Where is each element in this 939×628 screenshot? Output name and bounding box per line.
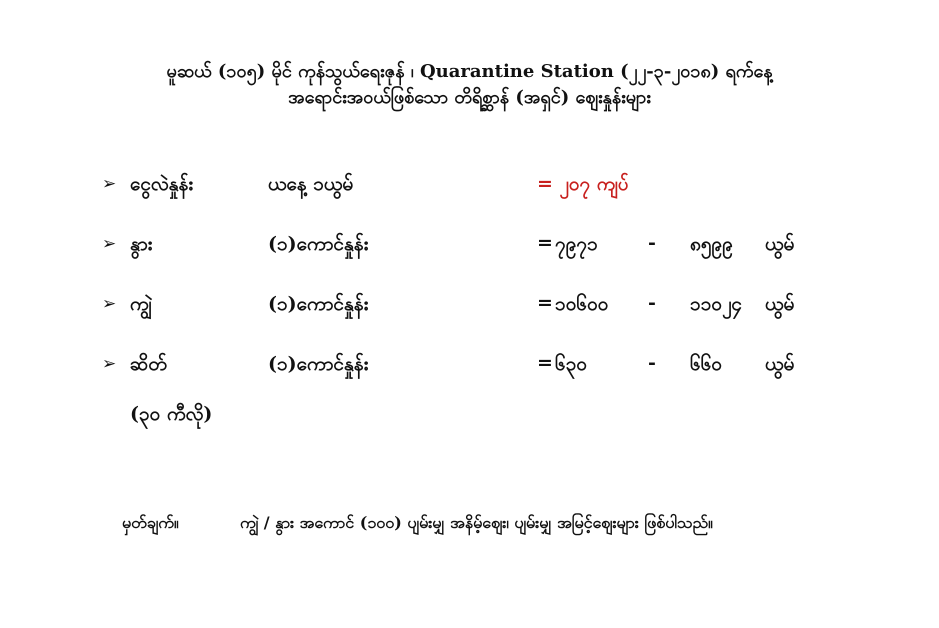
- price-low: ၁၀၆၀၀: [555, 293, 609, 315]
- price-row-cattle: [0, 232, 939, 268]
- price-low: ၆၃၀: [555, 353, 588, 375]
- price-high: ၈၅၉၉: [690, 233, 733, 255]
- note-label: မှတ်ချက်။: [122, 513, 179, 532]
- header-title-line1: မူဆယ် (၁၀၅) မိုင် ကုန်သွယ်ရေးဇုန် ၊ Quarantine Station (၂၂-၃-၂၀၁၈) ရက်နေ့: [166, 61, 773, 82]
- row-item-label: ကျွဲ: [130, 293, 152, 315]
- range-dash: -: [648, 292, 656, 314]
- row-item-label: နွား: [130, 233, 153, 255]
- price-row-exchange-rate: [0, 172, 939, 208]
- row-unit-label: ယနေ့ ၁ယွမ်: [268, 173, 354, 195]
- range-dash: -: [648, 352, 656, 374]
- arrow-bullet-icon: ➢: [102, 174, 117, 194]
- price-high: ၆၆၀: [690, 353, 723, 375]
- row-unit-label: (၁)ကောင်နှုန်း: [268, 353, 369, 375]
- equals-sign: =: [537, 352, 553, 374]
- row-unit-label: (၁)ကောင်နှုန်း: [268, 293, 369, 315]
- currency-label: ယွမ်: [765, 233, 795, 255]
- goat-weight-note: (၃၀ ကီလို): [130, 403, 213, 425]
- header-title-line2: အရောင်းအဝယ်ဖြစ်သော တိရိစ္ဆာန် (အရှင်) ဈေးနှုန်းများ: [288, 87, 651, 108]
- price-low: ၇၉၇၁: [555, 233, 598, 255]
- range-dash: -: [648, 232, 656, 254]
- price-row-goat: [0, 352, 939, 388]
- row-item-label: ဆိတ်: [130, 353, 167, 375]
- currency-label: ယွမ်: [765, 353, 795, 375]
- note-text: ကျွဲ / နွား အကောင် (၁၀၀) ပျမ်းမျှ အနိမ့်ဈေး၊ ပျမ်းမျှ အမြင့်ဈေးများ ဖြစ်ပါသည်။: [240, 513, 713, 532]
- row-item-label: ငွေလဲနှုန်း: [130, 173, 194, 195]
- arrow-bullet-icon: ➢: [102, 294, 117, 314]
- equals-sign: =: [537, 232, 553, 254]
- equals-sign: =: [537, 292, 553, 314]
- row-unit-label: (၁)ကောင်နှုန်း: [268, 233, 369, 255]
- arrow-bullet-icon: ➢: [102, 354, 117, 374]
- price-high: ၁၁၀၂၄: [690, 293, 743, 315]
- currency-label: ယွမ်: [765, 293, 795, 315]
- arrow-bullet-icon: ➢: [102, 234, 117, 254]
- exchange-rate-value: = ၂၀၇ ကျပ်: [537, 173, 629, 195]
- price-row-buffalo: [0, 292, 939, 328]
- goat-weight-row: [0, 402, 939, 438]
